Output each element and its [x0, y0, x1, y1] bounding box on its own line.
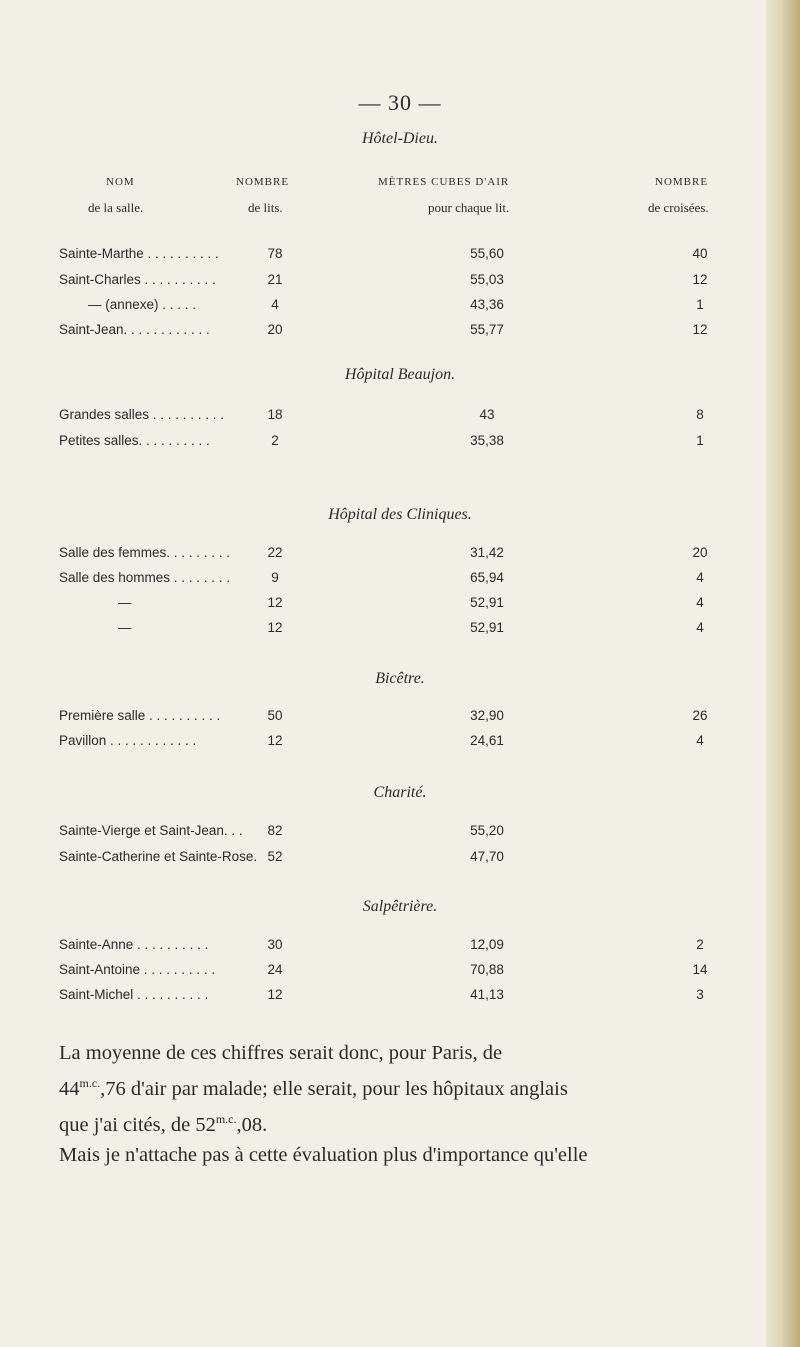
windows-value: 8: [696, 407, 704, 422]
table-row: [0, 407, 800, 429]
beds-value: 12: [267, 595, 283, 610]
air-value: 12,09: [470, 937, 504, 952]
ward-name: —: [118, 595, 132, 610]
table-row: [0, 433, 800, 455]
windows-value: 4: [696, 620, 704, 635]
unit-superscript: m.c.: [215, 1111, 237, 1126]
section-title: Hôpital des Cliniques.: [328, 506, 472, 523]
page-number: — 30 —: [358, 90, 442, 115]
air-value: 24,61: [470, 733, 504, 748]
air-value: 55,03: [470, 272, 504, 287]
ward-name: —: [118, 620, 132, 635]
table-row: [0, 322, 800, 344]
air-value: 32,90: [470, 708, 504, 723]
windows-value: 12: [692, 322, 708, 337]
air-value: 43: [479, 407, 495, 422]
beds-value: 52: [267, 849, 283, 864]
table-row: [0, 246, 800, 268]
beds-value: 24: [267, 962, 283, 977]
air-value: 35,38: [470, 433, 504, 448]
header-name-1: NOM: [106, 176, 135, 188]
air-value: 52,91: [470, 595, 504, 610]
air-value: 43,36: [470, 297, 504, 312]
header-name-2: de la salle.: [88, 200, 144, 215]
ward-name: — (annexe) . . . . .: [88, 297, 197, 312]
section-title: Hôtel-Dieu.: [362, 130, 438, 147]
beds-value: 2: [271, 433, 279, 448]
beds-value: 21: [267, 272, 283, 287]
beds-value: 20: [267, 322, 283, 337]
ward-name: Première salle . . . . . . . . . .: [59, 708, 221, 723]
ward-name: Saint-Jean. . . . . . . . . . . .: [59, 322, 210, 337]
windows-value: 4: [696, 733, 704, 748]
table-row: [0, 987, 800, 1009]
windows-value: 40: [692, 246, 708, 261]
windows-value: 12: [692, 272, 708, 287]
ward-name: Saint-Antoine . . . . . . . . . .: [59, 962, 216, 977]
section-title: Salpêtrière.: [362, 898, 438, 915]
table-row: [0, 823, 800, 845]
table-row: [0, 620, 800, 642]
air-value: 47,70: [470, 849, 504, 864]
windows-value: 4: [696, 595, 704, 610]
section-title: Hôpital Beaujon.: [344, 366, 456, 383]
table-row: [0, 937, 800, 959]
paragraph-text: que j'ai cités, de 52: [59, 1113, 216, 1136]
header-beds-1: NOMBRE: [236, 176, 290, 188]
air-value: 70,88: [470, 962, 504, 977]
header-windows-2: de croisées.: [648, 200, 709, 215]
windows-value: 1: [696, 433, 704, 448]
header-beds-2: de lits.: [248, 200, 283, 215]
ward-name: Salle des hommes . . . . . . . .: [59, 570, 231, 585]
beds-value: 82: [267, 823, 283, 838]
table-row: [0, 708, 800, 730]
paragraph-text: ,76 d'air par malade; elle serait, pour les hôpitaux anglais: [100, 1077, 568, 1100]
beds-value: 9: [271, 570, 279, 585]
beds-value: 30: [267, 937, 283, 952]
paragraph-text: La moyenne de ces chiffres serait donc, pour Paris, de: [59, 1042, 503, 1064]
paragraph-line: [59, 1068, 739, 1104]
air-value: 55,20: [470, 823, 504, 838]
table-row: [0, 570, 800, 592]
table-row: [0, 849, 800, 871]
unit-superscript: m.c.: [79, 1076, 101, 1090]
beds-value: 12: [267, 620, 283, 635]
air-value: 55,77: [470, 322, 504, 337]
beds-value: 22: [267, 545, 283, 560]
table-row: [0, 272, 800, 294]
windows-value: 14: [692, 962, 708, 977]
beds-value: 4: [271, 297, 279, 312]
windows-value: 3: [696, 987, 704, 1002]
ward-name: Saint-Michel . . . . . . . . . .: [59, 987, 209, 1002]
air-value: 31,42: [470, 545, 504, 560]
paragraph-text: Mais je n'attache pas à cette évaluation plus d'importance qu'elle: [59, 1143, 588, 1166]
header-air-2: pour chaque lit.: [428, 200, 510, 215]
table-row: [0, 733, 800, 755]
paragraph-text: ,08.: [236, 1113, 268, 1136]
ward-name: Petites salles. . . . . . . . . .: [59, 433, 210, 448]
paragraph-line: [59, 1038, 739, 1068]
beds-value: 50: [267, 708, 283, 723]
beds-value: 78: [267, 246, 283, 261]
air-value: 41,13: [470, 987, 504, 1002]
ward-name: Sainte-Vierge et Saint-Jean. . .: [59, 823, 243, 838]
air-value: 55,60: [470, 246, 504, 261]
ward-name: Saint-Charles . . . . . . . . . .: [59, 272, 216, 287]
beds-value: 12: [267, 733, 283, 748]
header-air-1: MÈTRES CUBES D'AIR: [378, 176, 510, 188]
air-value: 52,91: [470, 620, 504, 635]
windows-value: 2: [696, 937, 704, 952]
windows-value: 20: [692, 545, 708, 560]
ward-name: Sainte-Catherine et Sainte-Rose.: [59, 849, 258, 864]
ward-name: Grandes salles . . . . . . . . . .: [59, 407, 225, 422]
paragraph-line: [59, 1104, 739, 1140]
windows-value: 1: [696, 297, 704, 312]
body-paragraph: [59, 1038, 739, 1170]
paragraph-line: [59, 1140, 739, 1170]
paragraph-text: 44: [59, 1077, 80, 1100]
table-row: [0, 297, 800, 319]
table-row: [0, 962, 800, 984]
ward-name: Salle des femmes. . . . . . . . .: [59, 545, 231, 560]
windows-value: 4: [696, 570, 704, 585]
beds-value: 12: [267, 987, 283, 1002]
air-value: 65,94: [470, 570, 504, 585]
beds-value: 18: [267, 407, 283, 422]
windows-value: 26: [692, 708, 708, 723]
table-row: [0, 595, 800, 617]
ward-name: Pavillon . . . . . . . . . . . .: [59, 733, 197, 748]
ward-name: Sainte-Marthe . . . . . . . . . .: [59, 246, 219, 261]
section-title: Bicêtre.: [375, 670, 425, 687]
section-title: Charité.: [373, 784, 427, 801]
ward-name: Sainte-Anne . . . . . . . . . .: [59, 937, 209, 952]
table-row: [0, 545, 800, 567]
header-windows-1: NOMBRE: [655, 176, 709, 188]
